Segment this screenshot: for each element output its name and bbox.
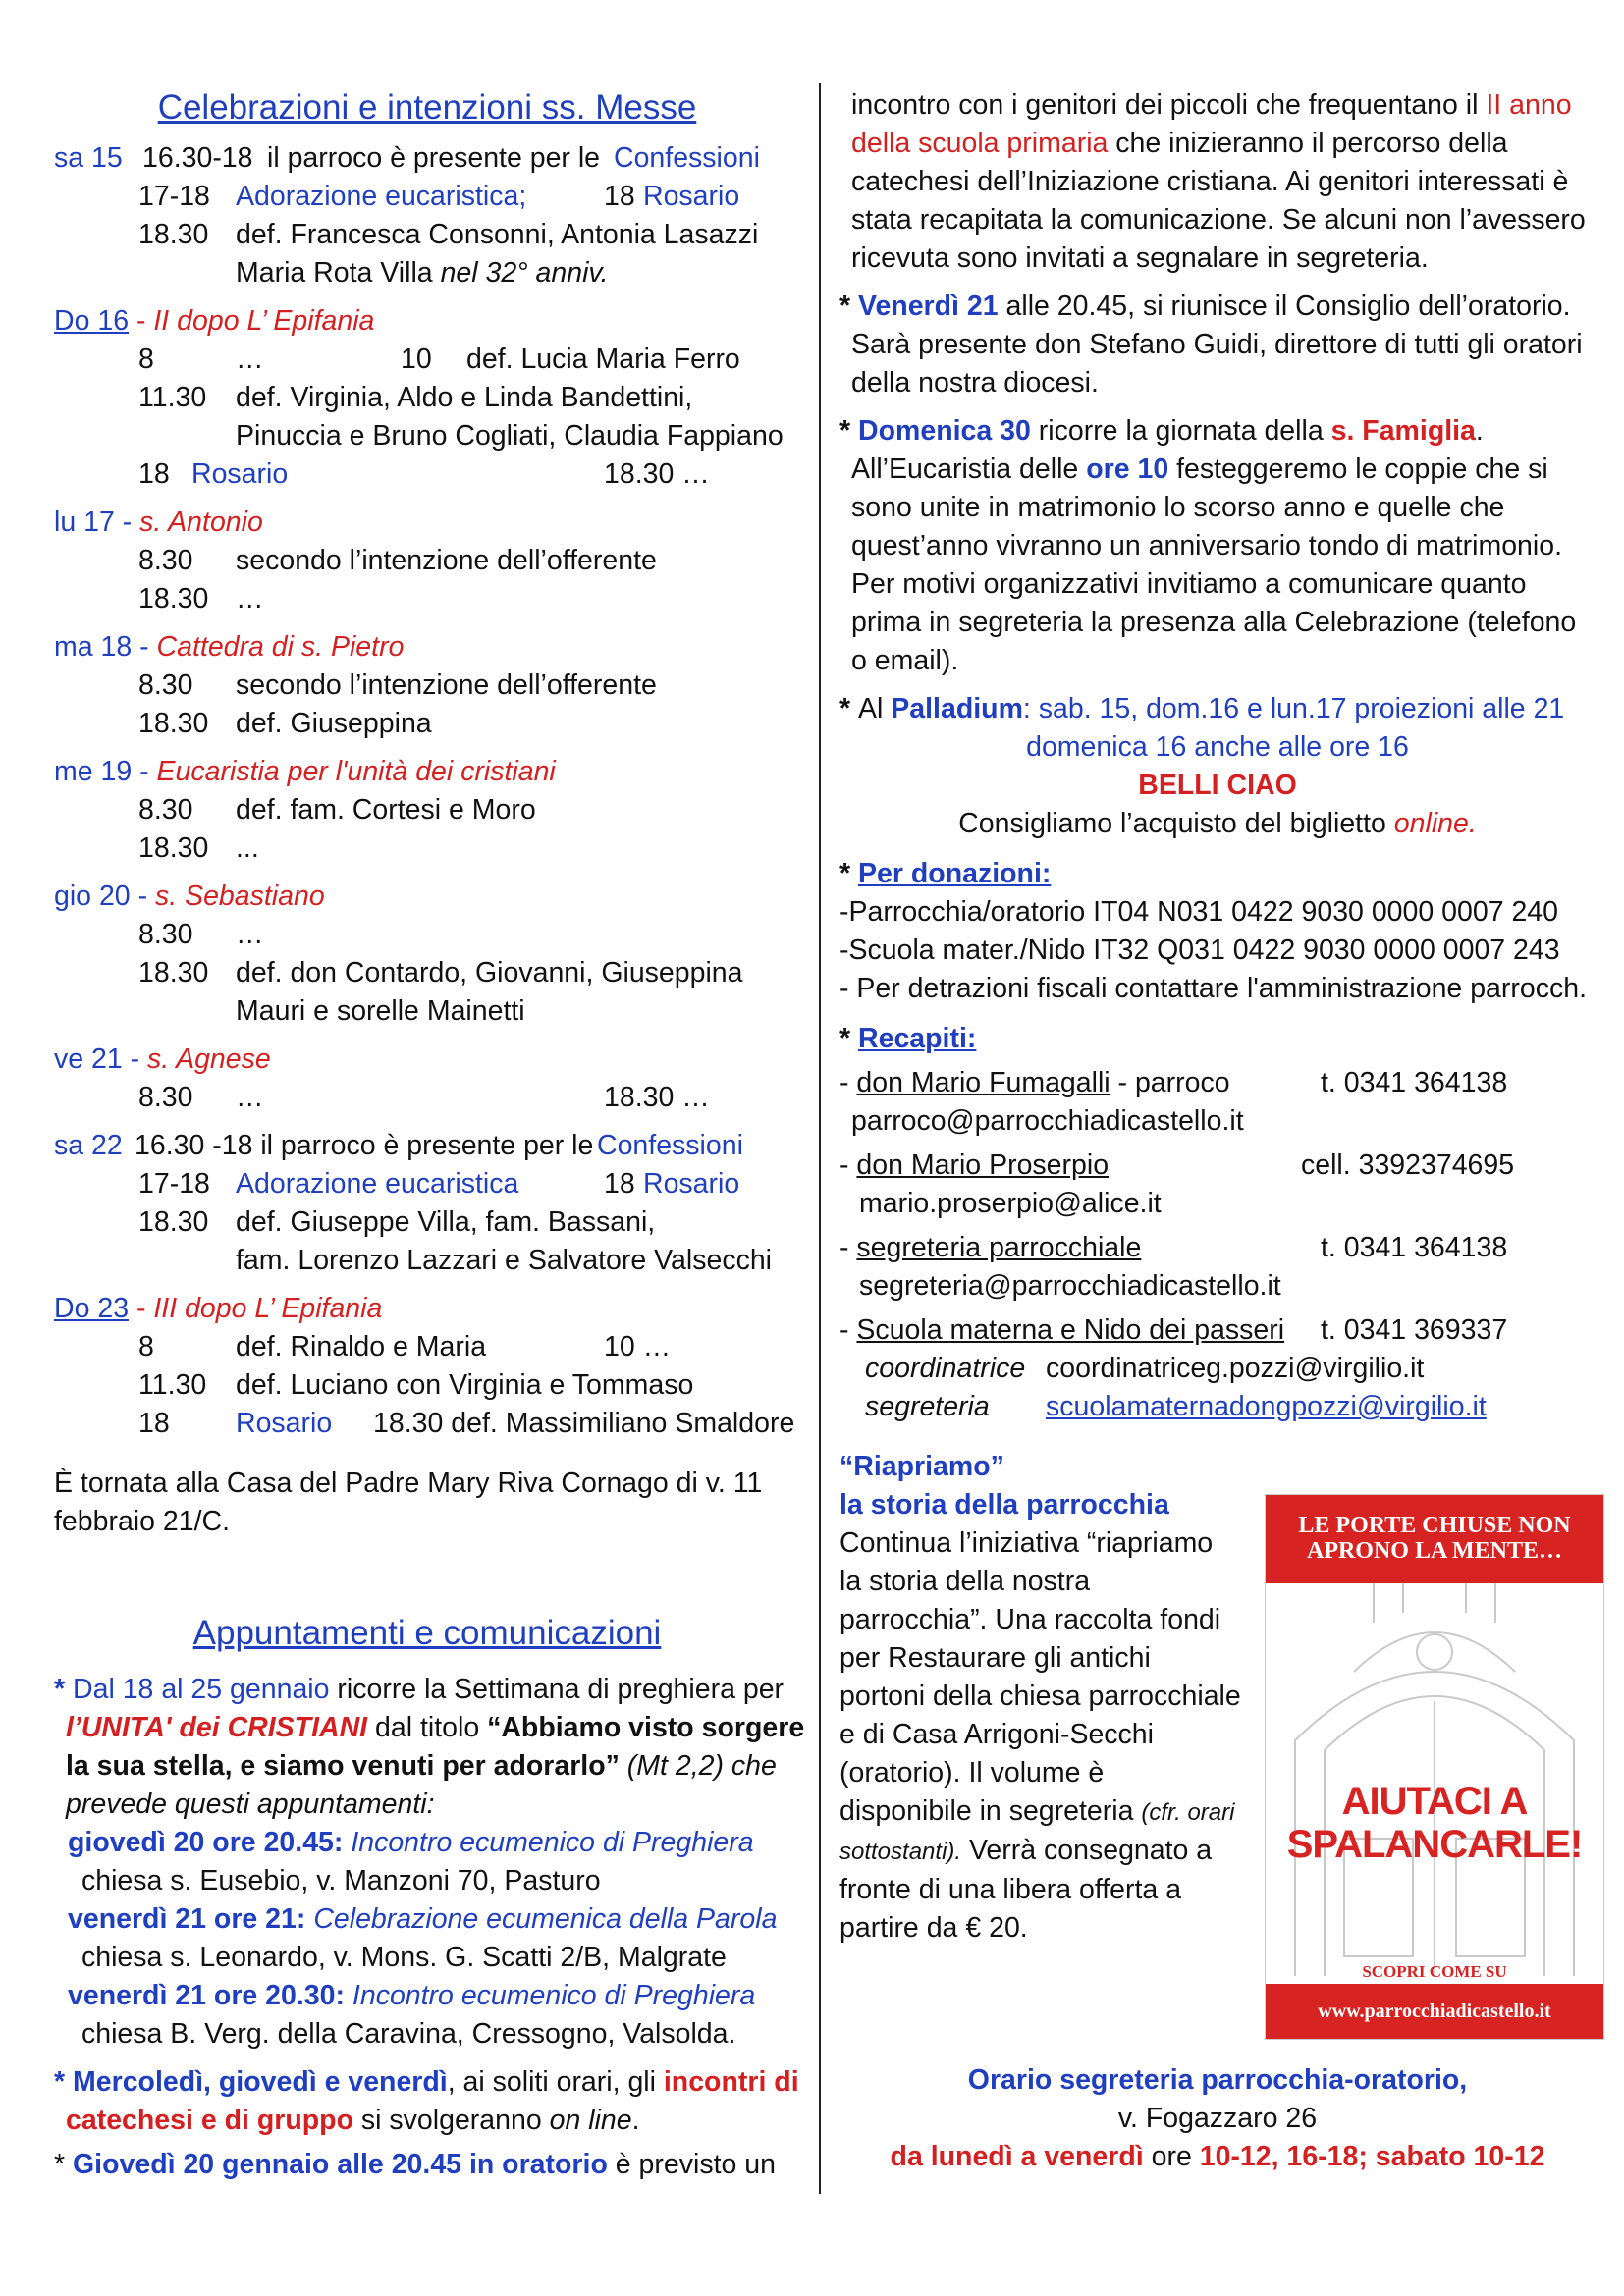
recapiti-block: * Recapiti: - don Mario Fumagalli - parroco t. 0341 364138 parroco@parrocchiadicastello.it - don Mario Proserpio cell. 3392374695 mario.proserpio@alice.it - segreteria parrocchiale t. 0341 364138 segreteria@parrocchiadicastello.it - Scuola materna e Nido dei passeri t. 0341 369337 coordinatrice coordinatriceg.pozzi@virgilio.it segreteria scuolamaternadongpozzi@virgilio.it (839, 1020, 1596, 1426)
contact-fumagalli[interactable]: don Mario Fumagalli (856, 1067, 1110, 1098)
catechesi-paragraph: * Mercoledì, giovedì e venerdì, ai soliti orari, gli incontri di catechesi e di gruppo si svolgeranno on line. (54, 2066, 799, 2136)
do16-line: Do 16 - II dopo L’ Epifania (54, 305, 375, 337)
email-parroco[interactable]: parroco@parrocchiadicastello.it (851, 1105, 1244, 1137)
poster-url[interactable]: www.parrocchiadicastello.it (1266, 1984, 1603, 2039)
email-coordinatrice[interactable]: coordinatriceg.pozzi@virgilio.it (1046, 1353, 1425, 1384)
consiglio-paragraph: * Venerdì 21 alle 20.45, si riunisce il Consiglio dell’oratorio. Sarà presente don Stefano Guidi, direttore di tutti gli oratori della nostra diocesi. (839, 291, 1583, 399)
sa15-line: sa 15 16.30-18 il parroco è presente per le Confessioni (54, 142, 760, 174)
email-proserpio[interactable]: mario.proserpio@alice.it (859, 1188, 1162, 1219)
celebrations-heading: Celebrazioni e intenzioni ss. Messe (157, 88, 697, 127)
giovedi-paragraph: * Giovedì 20 gennaio alle 20.45 in oratorio è previsto un (54, 2149, 776, 2180)
left-column: Celebrazioni e intenzioni ss. Messe sa 15 16.30-18 il parroco è presente per le Confessioni 17-18 Adorazione eucaristica; 18 Rosario 18.30 def. Francesca Consonni, Antonia Lasazzi Maria Rota Villa nel 32° anniv. Do 16 - II dopo L’ Epifania 8 … 10 def. Lucia Maria Ferro 11.30 def. Virginia, Aldo e Linda Bandettini, Pinuccia e Bruno Cogliati, Claudia Fappiano 18 Rosario 18.30 … lu 17 - s. Antonio 8.30 secondo l’intenzione dell’offerente 18.30 … ma 18 - Cattedra di s. Pietro 8.30 secondo l’intenzione dell’offerente 18.30 def. Giuseppina me 19 - Eucaristia per l'unità dei cristiani 8.30 def. fam. Cortesi e Moro 18.30 ... gio 20 - s. Sebastiano 8.30 … 18.30 def. don Contardo, Giovanni, Giuseppina Mauri e sorelle Mainetti ve 21 - s. Agnese 8.30 … 18.30 … sa 22 16.30 -18 il parroco è presente per le Confessioni 17-18 Adorazione eucaristica 18 Rosario 18.30 def. Giuseppe Villa, fam. Bassani, fam. Lorenzo Lazzari e Salvatore Valsecchi Do 23 - III dopo L’ Epifania 8 def. Rinaldo e Maria 10 … 11.30 def. Luciano con Virginia e Tommaso 18 Rosario 18.30 def. Massimiliano Smaldore È tornata alla Casa del Padre Mary Riva Cornago di v. 11 febbraio 21/C. Appuntamenti e comunicazioni * Dal 18 al 25 gennaio ricorre la Settimana di preghiera per l’UNITA' dei CRISTIANI dal titolo “Abbiamo visto sorgere la sua stella, e siamo venuti per adorarlo” (Mt 2,2) che prevede questi appuntamenti: giovedì 20 ore 20.45: Incontro ecumenico di Preghiera chiesa s. Eusebio, v. Manzoni 70, Pasturo venerdì 21 ore 21: Celebrazione ecumenica della Parola chiesa s. Leonardo, v. Mons. G. Scatti 2/B, Malgrate venerdì 21 ore 20.30: Incontro ecumenico di Preghiera chiesa B. Verg. della Caravina, Cressogno, Valsolda. * Mercoledì, giovedì e venerdì, ai soliti orari, gli incontri di catechesi e di gruppo si svolgeranno on line. * Giovedì 20 gennaio alle 20.45 in oratorio è previsto un (54, 0, 800, 2184)
poster-top-banner: LE PORTE CHIUSE NON APRONO LA MENTE… (1266, 1495, 1603, 1583)
poster-headline: AIUTACI A SPALANCARLE! (1286, 1780, 1583, 1866)
poster-cta: SCOPRI COME SU (1362, 1962, 1507, 1981)
column-divider (819, 83, 821, 2194)
portoni-poster (1265, 1494, 1604, 2040)
donazioni-block: * Per donazioni: -Parrocchia/oratorio IT04 N031 0422 9030 0000 0007 240 -Scuola mater./Nido IT32 Q031 0422 9030 0000 0007 243 - Per detrazioni fiscali contattare l'amministrazione parrocch. (839, 858, 1587, 1004)
appointments-heading: Appuntamenti e comunicazioni (192, 1614, 662, 1652)
orario-block: Orario segreteria parrocchia-oratorio, v. Fogazzaro 26 da lunedì a venerdì ore 10-12, 16-18; sabato 10-12 (890, 2064, 1545, 2172)
palladium-block: * Al Palladium: sab. 15, dom.16 e lun.17 proiezioni alle 21 domenica 16 anche alle ore 16 BELLI CIAO Consigliamo l’acquisto del biglietto online. (839, 693, 1565, 839)
famiglia-paragraph: * Domenica 30 ricorre la giornata della s. Famiglia. All’Eucaristia delle ore 10 festeggeremo le coppie che si sono unite in matrimonio lo scorso anno e quelle che quest’anno vivranno un anniversario tondo di matrimonio. Per motivi organizzativi invitiamo a comunicare quanto prima in segreteria la presenza alla Celebrazione (telefono o email). (839, 415, 1577, 676)
settimana-paragraph: * Dal 18 al 25 gennaio ricorre la Settimana di preghiera per l’UNITA' dei CRISTIANI dal titolo “Abbiamo visto sorgere la sua stella, e siamo venuti per adorarlo” (Mt 2,2) che prevede questi appuntamenti: (54, 1674, 805, 1820)
genitori-paragraph: incontro con i genitori dei piccoli che frequentano il II anno della scuola primaria che inizieranno il percorso della catechesi dell’Iniziazione cristiana. Ai genitori interessati è stata recapitata la comunicazione. Se alcuni non l’avessero ricevuta sono invitati a segnalare in segreteria. (851, 89, 1586, 274)
riapriamo-block: “Riapriamo” la storia della parrocchia Continua l’iniziativa “riapriamo la storia della nostra parrocchia”. Una raccolta fondi per Restaurare gli antichi portoni della chiesa parrocchiale e di Casa Arrigoni-Secchi (oratorio). Il volume è disponibile in segreteria (cfr. orari sottostanti). Verrà consegnato a fronte di una libera offerta a partire da € 20. (839, 1451, 1241, 1944)
death-note: È tornata alla Casa del Padre Mary Riva Cornago di v. 11 febbraio 21/C. (54, 1468, 763, 1537)
email-scuola-materna[interactable]: scuolamaternadongpozzi@virgilio.it (1046, 1391, 1487, 1422)
email-segreteria[interactable]: segreteria@parrocchiadicastello.it (859, 1270, 1281, 1302)
